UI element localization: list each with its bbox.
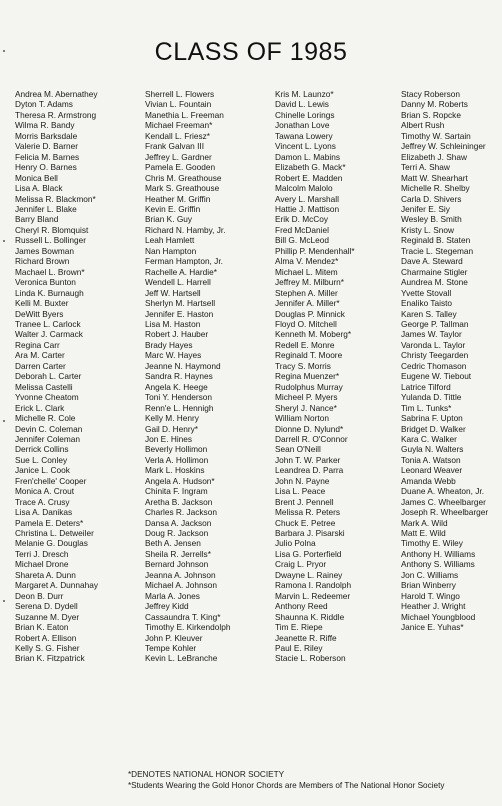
student-name: Marvin L. Redeemer (275, 590, 351, 601)
student-name: Charles R. Jackson (145, 507, 217, 518)
student-name: Michael Youngblood (401, 611, 476, 622)
student-name: Aundrea M. Stone (401, 277, 468, 288)
name-column-2 (145, 89, 267, 664)
student-name: Deborah L. Carter (15, 371, 82, 382)
student-name: Aretha B. Jackson (145, 496, 213, 507)
student-name: Damon L. Mabins (275, 151, 341, 162)
student-name: Angela K. Heege (145, 381, 208, 392)
student-name: Sheila R. Jerrells* (145, 548, 211, 559)
student-name: Renn'e L. Hennigh (145, 402, 214, 413)
footnote-honor-society: *DENOTES NATIONAL HONOR SOCIETY (128, 770, 285, 779)
student-name: Tracie L. Stegeman (401, 245, 474, 256)
student-name: Carla D. Shivers (401, 193, 462, 204)
student-name: Cheryl R. Blomquist (15, 224, 89, 235)
student-name: Sabrina F. Upton (401, 413, 463, 424)
student-name: Verla A. Hollimon (145, 454, 209, 465)
student-name: Amanda Webb (401, 475, 456, 486)
student-name: Alma V. Mendez* (275, 256, 339, 267)
student-name: Timothy E. Kirkendolph (145, 622, 231, 633)
student-name: Harold T. Wingo (401, 590, 460, 601)
student-name: Jennifer L. Blake (15, 203, 77, 214)
student-name: Bernard Johnson (145, 559, 209, 570)
student-name: Leandrea D. Parra (275, 465, 344, 476)
student-name: Tonia A. Watson (401, 454, 461, 465)
student-name: Trace A. Crusy (15, 496, 70, 507)
student-name: Anthony Reed (275, 601, 328, 612)
student-name: Jeanne N. Haymond (145, 360, 221, 371)
student-name: Ramona I. Randolph (275, 580, 352, 591)
student-name: Shaunna K. Riddle (275, 611, 345, 622)
student-name: William Norton (275, 413, 329, 424)
name-column-1 (15, 89, 137, 664)
student-name: Walter J. Carmack (15, 329, 83, 340)
student-name: Albert Rush (401, 120, 445, 131)
student-name: Floyd O. Mitchell (275, 318, 337, 329)
student-name: Fren'chelle' Cooper (15, 475, 87, 486)
student-name: Elizabeth J. Shaw (401, 151, 467, 162)
student-name: Beth A. Jensen (145, 538, 201, 549)
student-name: Ara M. Carter (15, 350, 65, 361)
student-name: Danny M. Roberts (401, 99, 468, 110)
student-name: Dansa A. Jackson (145, 517, 212, 528)
student-name: Beverly Hollimon (145, 444, 208, 455)
student-name: Anthony S. Williams (401, 559, 475, 570)
student-name: Dave A. Steward (401, 256, 463, 267)
student-name: Kelly S. G. Fisher (15, 643, 80, 654)
student-name: Stacy Roberson (401, 89, 461, 99)
student-name: Monica A. Crout (15, 486, 75, 497)
student-name: Wilma R. Bandy (15, 120, 75, 131)
student-name: Jeffrey W. Schleininger (401, 141, 486, 152)
student-name: Jeffrey Kidd (145, 601, 189, 612)
student-name: Jon E. Hines (145, 433, 193, 444)
student-name: Nan Hampton (145, 245, 197, 256)
student-name: Timothy E. Wiley (401, 538, 463, 549)
student-name: Craig L. Pryor (275, 559, 327, 570)
student-name: Regina Carr (15, 339, 60, 350)
student-name: Yvonne Cheatom (15, 392, 79, 403)
student-name: Ferman Hampton, Jr. (145, 256, 223, 267)
student-name: David L. Lewis (275, 99, 329, 110)
student-name: Barbara J. Pisarski (275, 528, 345, 539)
student-name: Derrick Collins (15, 444, 69, 455)
student-name: Vincent L. Lyons (275, 141, 336, 152)
student-name: Tim L. Tunks* (401, 402, 452, 413)
student-name: Bill G. McLeod (275, 235, 329, 246)
student-name: Serena D. Dydell (15, 601, 78, 612)
student-name: Mark A. Wild (401, 517, 448, 528)
student-name: Paul E. Riley (275, 643, 323, 654)
student-name: Anthony H. Williams (401, 548, 476, 559)
student-name: Tempe Kohler (145, 643, 197, 654)
student-name: Kristy L. Snow (401, 224, 455, 235)
student-name: Deon B. Durr (15, 590, 64, 601)
student-name: Robert J. Hauber (145, 329, 209, 340)
student-name: Michelle R. Cole (15, 413, 76, 424)
student-name: Latrice Tilford (401, 381, 451, 392)
student-name: Wesley B. Smith (401, 214, 462, 225)
student-name: Jennifer A. Miller* (275, 298, 340, 309)
student-name: Melanie G. Douglas (15, 538, 88, 549)
student-name: Michael L. Mitem (275, 266, 338, 277)
student-name: Reginald B. Staten (401, 235, 471, 246)
student-name: Machael L. Brown* (15, 266, 85, 277)
student-name: Leonard Weaver (401, 465, 463, 476)
student-name: Lisa G. Porterfield (275, 548, 342, 559)
student-name: Lisa A. Black (15, 183, 63, 194)
student-name: Kelly M. Henry (145, 413, 199, 424)
student-name: Janice L. Cook (15, 465, 70, 476)
student-name: Matt W. Shearhart (401, 172, 468, 183)
student-name: Hattie J. Mattison (275, 203, 340, 214)
page-title: CLASS OF 1985 (154, 38, 348, 66)
student-name: Stacie L. Roberson (275, 653, 346, 664)
student-name: Guyla N. Walters (401, 444, 464, 455)
student-name: Lisa A. Danikas (15, 507, 73, 518)
student-name: Shareta A. Dunn (15, 569, 76, 580)
student-name: Margaret A. Dunnahay (15, 580, 99, 591)
student-name: Jeffrey L. Gardner (145, 151, 212, 162)
student-name: Sherrell L. Flowers (145, 89, 215, 99)
student-name: Micheel P. Myers (275, 392, 338, 403)
student-name: Darrell R. O'Connor (275, 433, 348, 444)
student-name: Veronica Bunton (15, 277, 76, 288)
student-name: Lisa M. Haston (145, 318, 201, 329)
student-name: Sandra R. Haynes (145, 371, 213, 382)
student-name: James C. Wheelbarger (401, 496, 486, 507)
student-name: Malcolm Malolo (275, 183, 333, 194)
student-name: James W. Taylor (401, 329, 462, 340)
student-name: Janice E. Yuhas* (401, 622, 464, 633)
student-name: Darren Carter (15, 360, 66, 371)
student-name: Kevin E. Griffin (145, 203, 201, 214)
student-name: Christy Teegarden (401, 350, 469, 361)
student-name: Julio Polna (275, 538, 316, 549)
student-name: Henry O. Barnes (15, 162, 77, 173)
student-name: Sheryl J. Nance* (275, 402, 337, 413)
student-name: Morris Barksdale (15, 130, 78, 141)
student-name: Kevin L. LeBranche (145, 653, 218, 664)
student-name: Terri J. Dresch (15, 548, 69, 559)
student-name: Rudolphus Murray (275, 381, 343, 392)
footnote-honor-chords: *Students Wearing the Gold Honor Chords are Members of The National Honor Society (128, 781, 445, 790)
student-name: Andrea M. Abernathey (15, 89, 98, 99)
student-name: Doug R. Jackson (145, 528, 209, 539)
student-name: Erik D. McCoy (275, 214, 329, 225)
student-name: Dwayne L. Rainey (275, 569, 343, 580)
student-name: Devin C. Coleman (15, 423, 83, 434)
student-name: Melissa Castelli (15, 381, 73, 392)
student-name: Regina Muenzer* (275, 371, 340, 382)
student-name: Manethia L. Freeman (145, 109, 224, 120)
student-name: Tranee L. Carlock (15, 318, 81, 329)
student-name: Stephen A. Miller (275, 287, 338, 298)
name-column-4 (401, 89, 499, 633)
student-name: George P. Tallman (401, 318, 469, 329)
student-name: Jonathan Love (275, 120, 330, 131)
student-name: Heather J. Wright (401, 601, 466, 612)
student-name: Terri A. Shaw (401, 162, 450, 173)
student-name: Christina L. Detweiler (15, 528, 94, 539)
student-name: Felicia M. Barnes (15, 151, 80, 162)
student-name: Cedric Thomason (401, 360, 467, 371)
student-name: Pamela E. Gooden (145, 162, 216, 173)
student-name: Gail D. Henry* (145, 423, 199, 434)
student-name: Kelli M. Buxter (15, 298, 69, 309)
student-name: John P. Kleuver (145, 632, 203, 643)
student-name: Eugene W. Tiebout (401, 371, 472, 382)
student-name: Suzanne M. Dyer (15, 611, 80, 622)
student-name: Valerie D. Barner (15, 141, 79, 152)
student-name: Brian K. Fitzpatrick (15, 653, 85, 664)
student-name: Reginald T. Moore (275, 350, 343, 361)
name-columns (15, 89, 499, 779)
student-name: Toni Y. Henderson (145, 392, 213, 403)
student-name: Phillip P. Mendenhall* (275, 245, 355, 256)
student-name: Dyton T. Adams (15, 99, 73, 110)
student-name: Kris M. Launzo* (275, 89, 334, 99)
student-name: Timothy W. Sartain (401, 130, 471, 141)
student-name: Chinelle Lorings (275, 109, 335, 120)
student-name: Brent J. Pennell (275, 496, 334, 507)
student-name: Melissa R. Blackmon* (15, 193, 96, 204)
student-name: Michelle R. Shelby (401, 183, 470, 194)
student-name: Lisa L. Peace (275, 486, 326, 497)
scan-speck (3, 50, 5, 52)
student-name: Richard N. Hamby, Jr. (145, 224, 226, 235)
student-name: DeWitt Byers (15, 308, 64, 319)
student-name: Theresa R. Armstrong (15, 109, 97, 120)
student-name: James Bowman (15, 245, 75, 256)
student-name: Rachelle A. Hardie* (145, 266, 217, 277)
student-name: Joseph R. Wheelbarger (401, 507, 489, 518)
student-name: Enaliko Taisto (401, 298, 453, 309)
student-name: Russell L. Bollinger (15, 235, 87, 246)
student-name: Richard Brown (15, 256, 70, 267)
student-name: Yulanda D. Tittle (401, 392, 462, 403)
student-name: Leah Hamlett (145, 235, 195, 246)
student-name: Yvette Stovall (401, 287, 452, 298)
student-name: Fred McDaniel (275, 224, 329, 235)
student-name: Avery L. Marshall (275, 193, 339, 204)
student-name: Tracy S. Morris (275, 360, 331, 371)
student-name: Varonda L. Taylor (401, 339, 466, 350)
student-name: Robert A. Ellison (15, 632, 77, 643)
student-name: Jennifer Coleman (15, 433, 81, 444)
student-name: Jeanna A. Johnson (145, 569, 216, 580)
student-name: Charmaine Stigler (401, 266, 468, 277)
student-name: Tawana Lowery (275, 130, 333, 141)
student-name: Douglas P. Minnick (275, 308, 345, 319)
student-name: Elizabeth G. Mack* (275, 162, 346, 173)
student-name: Linda K. Burnaugh (15, 287, 84, 298)
student-name: Heather M. Griffin (145, 193, 211, 204)
student-name: Jeff W. Hartsell (145, 287, 201, 298)
student-name: Barry Bland (15, 214, 59, 225)
student-name: Jennifer E. Haston (145, 308, 214, 319)
student-name: Erick L. Clark (15, 402, 65, 413)
student-name: Brian K. Guy (145, 214, 193, 225)
student-name: Robert E. Madden (275, 172, 343, 183)
scan-speck (3, 420, 5, 422)
student-name: Karen S. Talley (401, 308, 457, 319)
student-name: Vivian L. Fountain (145, 99, 212, 110)
student-name: Kara C. Walker (401, 433, 457, 444)
student-name: Jeffrey M. Milburn* (275, 277, 345, 288)
student-name: Angela A. Hudson* (145, 475, 215, 486)
student-name: Monica Bell (15, 172, 58, 183)
student-name: Jon C. Williams (401, 569, 459, 580)
student-name: Marla A. Jones (145, 590, 200, 601)
student-name: Frank Galvan III (145, 141, 205, 152)
student-name: Sean O'Neill (275, 444, 321, 455)
student-name: Marc W. Hayes (145, 350, 202, 361)
student-name: John T. W. Parker (275, 454, 341, 465)
student-name: Jeanette R. Riffe (275, 632, 337, 643)
student-name: Kendall L. Friesz* (145, 130, 211, 141)
student-name: Redell E. Monre (275, 339, 335, 350)
scan-speck (3, 240, 5, 242)
student-name: Chinita F. Ingram (145, 486, 208, 497)
student-name: Melissa R. Peters (275, 507, 341, 518)
student-name: Mark L. Hoskins (145, 465, 205, 476)
student-name: Chuck E. Petree (275, 517, 336, 528)
student-name: Cassaundra T. King* (145, 611, 221, 622)
student-name: Michael Drone (15, 559, 69, 570)
student-name: Dionne D. Nylund* (275, 423, 344, 434)
student-name: Brian K. Eaton (15, 622, 69, 633)
student-name: Tim E. Riepe (275, 622, 323, 633)
student-name: Sherlyn M. Hartsell (145, 298, 216, 309)
student-name: John N. Payne (275, 475, 330, 486)
student-name: Michael Freeman* (145, 120, 213, 131)
name-column-3 (275, 89, 393, 664)
student-name: Sue L. Conley (15, 454, 68, 465)
student-name: Matt E. Wild (401, 528, 446, 539)
student-name: Kenneth M. Moberg* (275, 329, 352, 340)
student-name: Brian S. Ropcke (401, 109, 461, 120)
student-name: Mark S. Greathouse (145, 183, 220, 194)
student-name: Michael A. Johnson (145, 580, 217, 591)
student-name: Jenifer E. Siy (401, 203, 450, 214)
student-name: Bridget D. Walker (401, 423, 466, 434)
student-name: Pamela E. Deters* (15, 517, 84, 528)
student-name: Chris M. Greathouse (145, 172, 222, 183)
student-name: Duane A. Wheaton, Jr. (401, 486, 485, 497)
student-name: Wendell L. Harrell (145, 277, 211, 288)
scan-speck (3, 600, 5, 602)
student-name: Brian Winberry (401, 580, 456, 591)
student-name: Brady Hayes (145, 339, 193, 350)
